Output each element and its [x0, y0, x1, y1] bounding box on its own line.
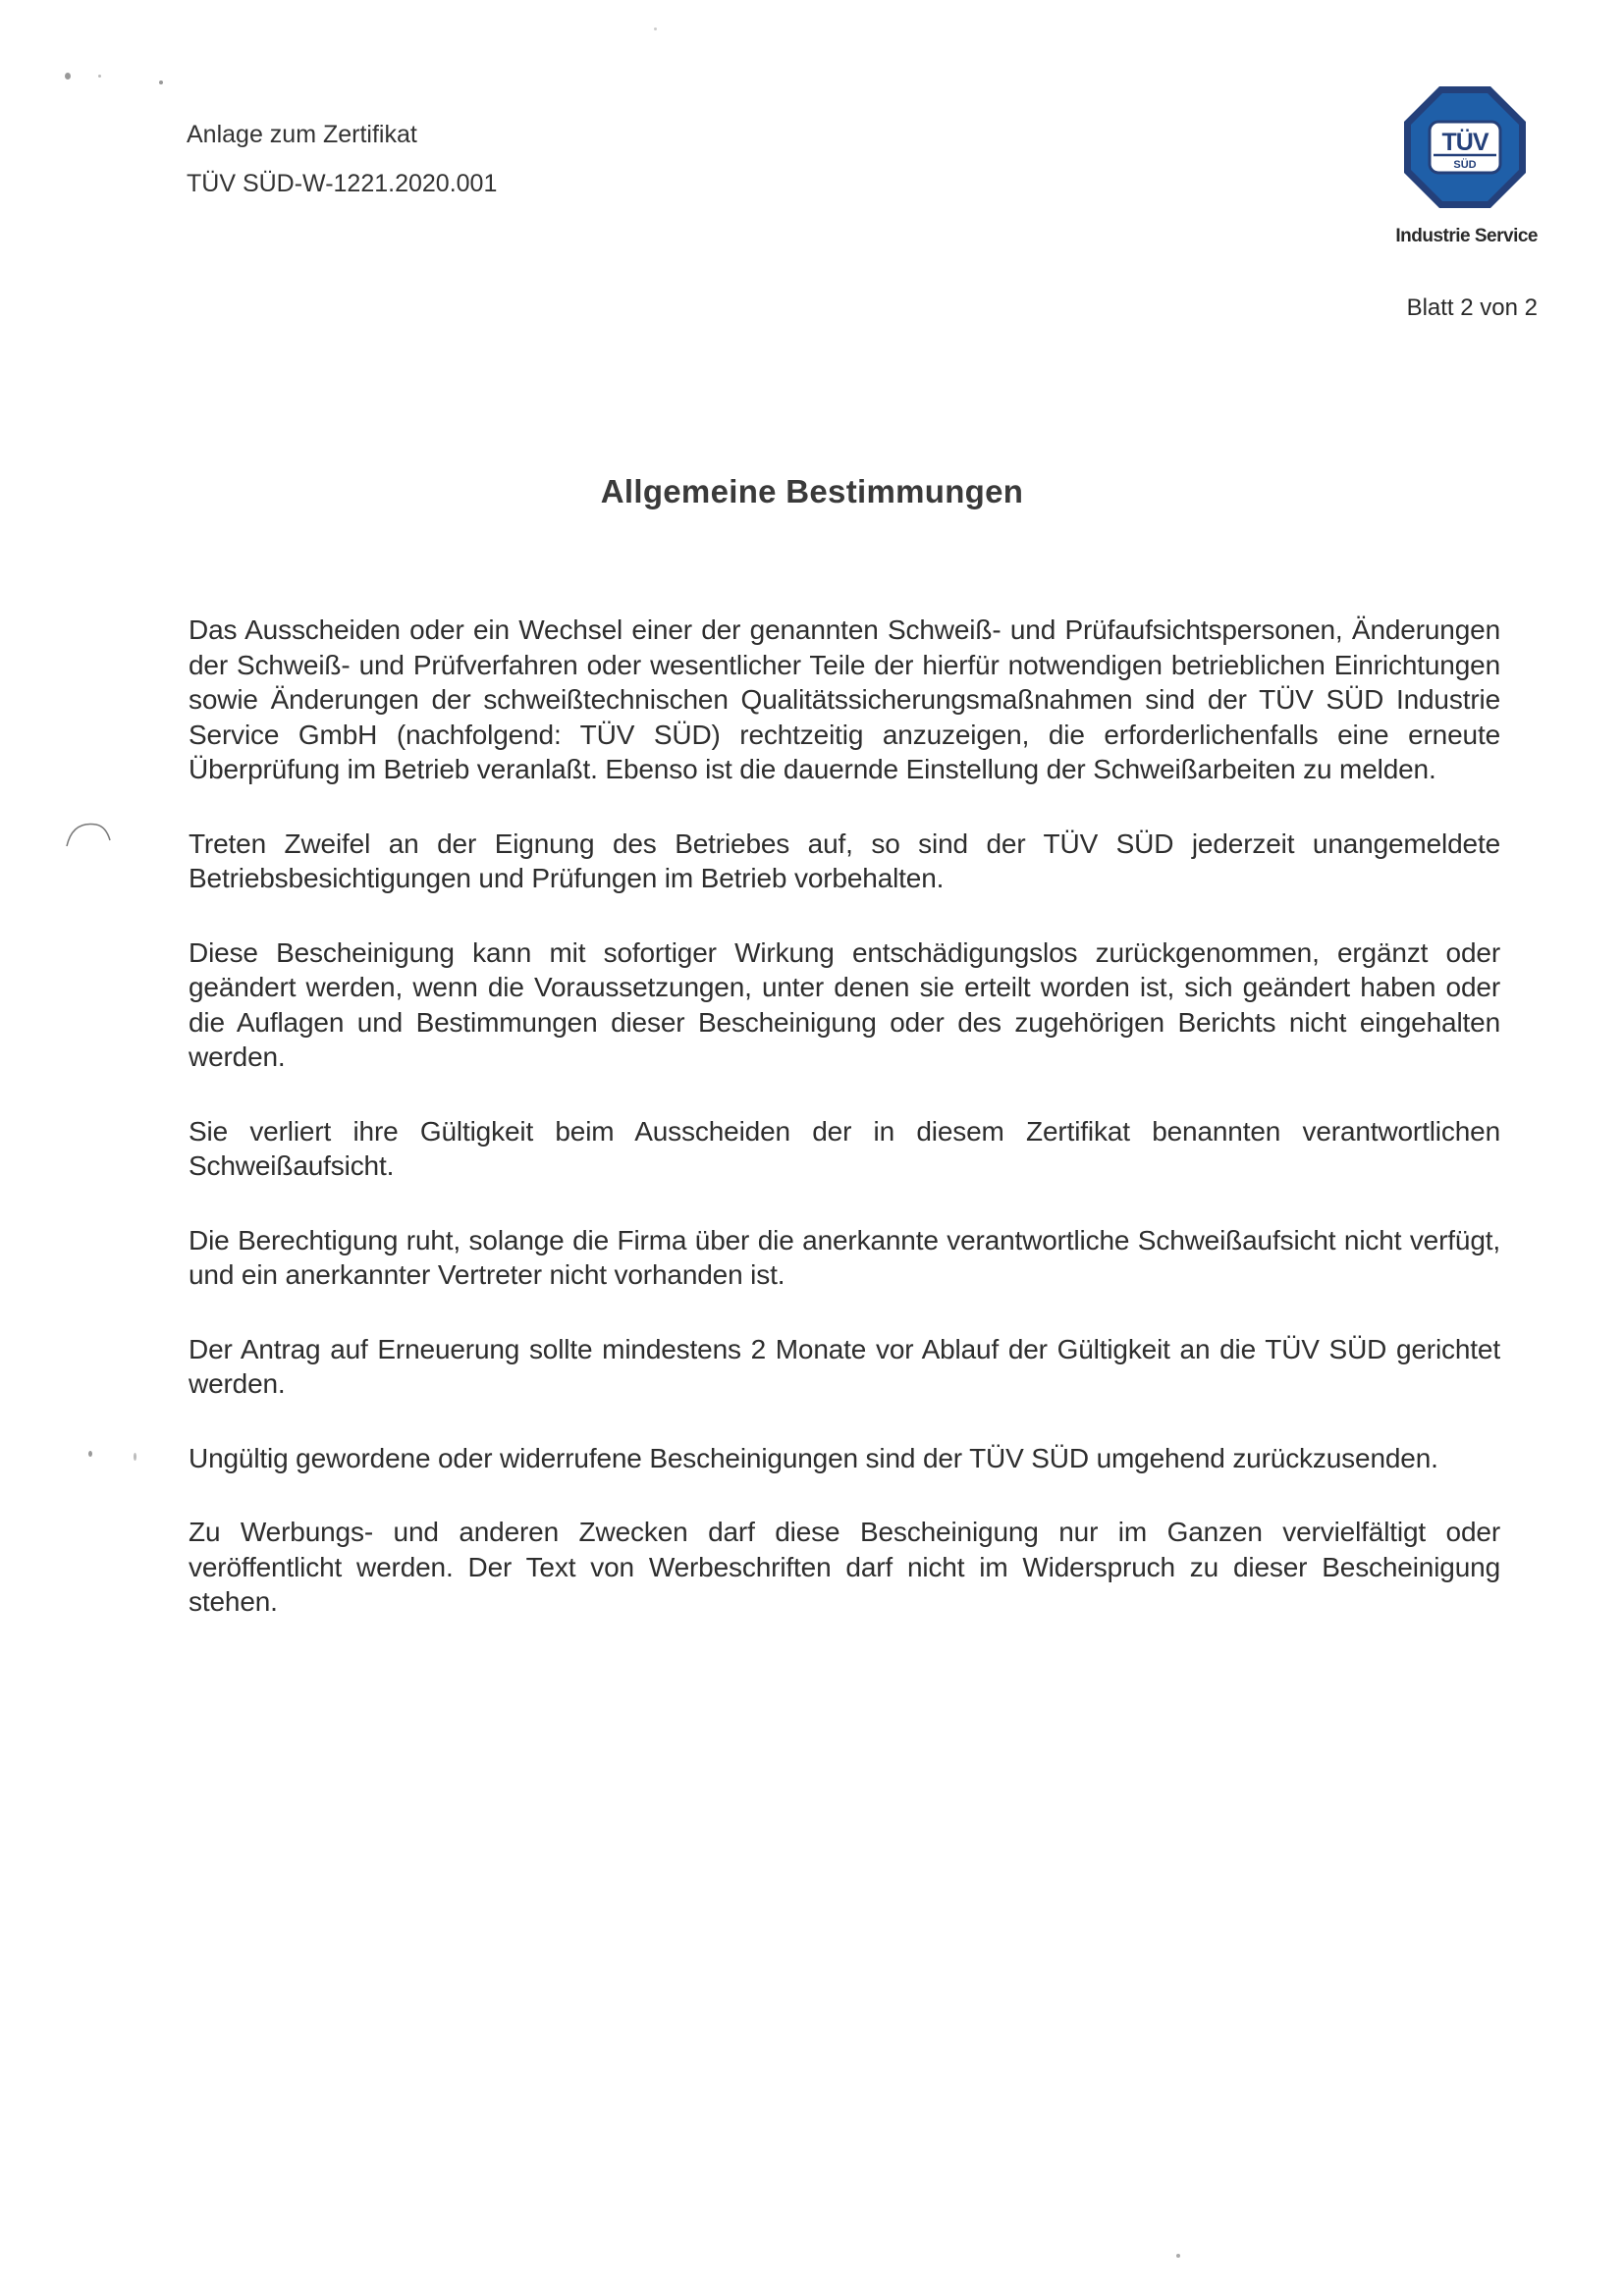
- certificate-number: TÜV SÜD-W-1221.2020.001: [187, 170, 498, 197]
- page-title: Allgemeine Bestimmungen: [600, 473, 1024, 509]
- paragraph-advertising: Zu Werbungs- und anderen Zwecken darf diese Bescheinigung nur im Ganzen vervielfältigt oder veröffentlicht werden. Der Text von Werbeschriften darf nicht im Widerspruch zu dieser Bescheinigung stehen.: [189, 1517, 1500, 1617]
- provisions-body: [189, 613, 1500, 1659]
- speck: [65, 73, 71, 80]
- punch-hole-mark: [61, 817, 116, 856]
- speck: [98, 75, 101, 78]
- speck: [134, 1453, 136, 1461]
- paragraph-change-notification: Das Ausscheiden oder ein Wechsel einer der genannten Schweiß- und Prüfaufsichtspersonen, Änderungen der Schweiß- und Prüfverfahren oder wesentlicher Teile der hierfür notwendigen betrieblichen Einrichtungen sowie Änderungen der schweißtechnischen Qualitätssicherungsmaßnahmen sind der TÜV SÜD Industrie Service GmbH (nachfolgend: TÜV SÜD) rechtzeitig anzuzeigen, die erforderlichenfalls eine erneute Überprüfung im Betrieb veranlaßt. Ebenso ist die dauernde Einstellung der Schweißarbeiten zu melden.: [189, 614, 1500, 784]
- certificate-annex-label: Anlage zum Zertifikat: [187, 121, 417, 148]
- speck: [159, 80, 163, 84]
- sheet-number: Blatt 2 von 2: [1406, 294, 1538, 321]
- paragraph-validity-loss: Sie verliert ihre Gültigkeit beim Ausscheiden der in diesem Zertifikat benannten verantwortlichen Schweißaufsicht.: [189, 1115, 1500, 1181]
- paragraph-inspection-rights: Treten Zweifel an der Eignung des Betriebes auf, so sind der TÜV SÜD jederzeit unangemeldete Betriebsbesichtigungen und Prüfungen im Betrieb vorbehalten.: [189, 828, 1500, 893]
- speck: [88, 1451, 92, 1457]
- logo-text-bottom: SÜD: [1453, 159, 1477, 171]
- logo-caption: Industrie Service: [1395, 226, 1538, 246]
- tuv-sud-logo: [1402, 84, 1528, 210]
- paragraph-suspension: Die Berechtigung ruht, solange die Firma über die anerkannte verantwortliche Schweißaufsicht nicht verfügt, und ein anerkannter Vertreter nicht vorhanden ist.: [189, 1224, 1500, 1290]
- speck: [654, 27, 657, 30]
- logo-text-top: TÜV: [1441, 129, 1489, 156]
- paragraph-return-invalid: Ungültig gewordene oder widerrufene Bescheinigungen sind der TÜV SÜD umgehend zurückzusenden.: [189, 1442, 1438, 1473]
- speck: [1176, 2254, 1180, 2258]
- paragraph-renewal: Der Antrag auf Erneuerung sollte mindestens 2 Monate vor Ablauf der Gültigkeit an die TÜV SÜD gerichtet werden.: [189, 1333, 1500, 1399]
- paragraph-withdrawal: Diese Bescheinigung kann mit sofortiger Wirkung entschädigungslos zurückgenommen, ergänzt oder geändert werden, wenn die Voraussetzungen, unter denen sie erteilt worden ist, sich geändert haben oder die Auflagen und Bestimmungen dieser Bescheinigung oder des zugehörigen Berichts nicht eingehalten werden.: [189, 936, 1500, 1072]
- document-header: [187, 110, 497, 208]
